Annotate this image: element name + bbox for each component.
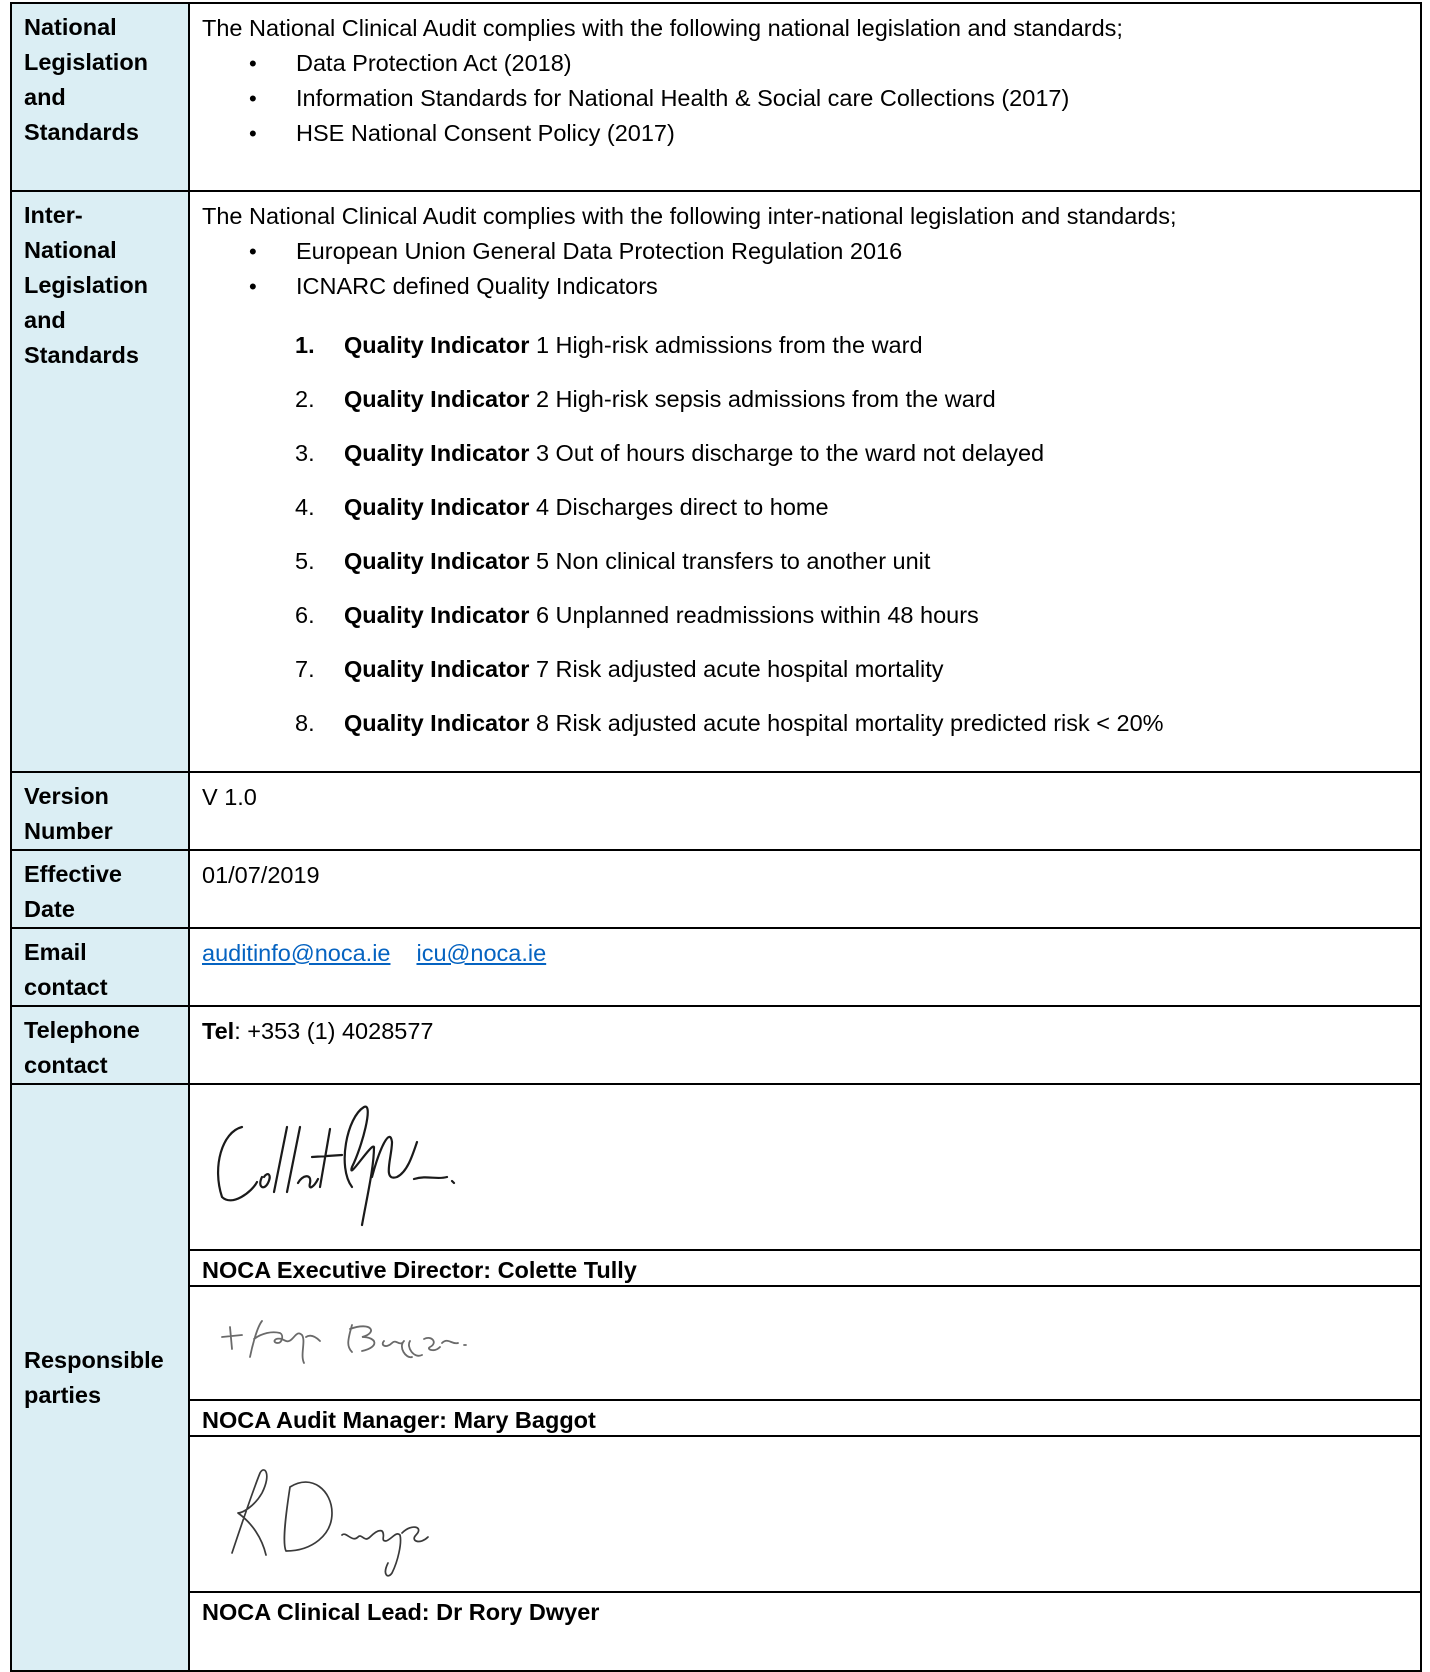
label-national <box>11 3 189 191</box>
label-email-text: Email contact <box>24 939 108 1000</box>
qi-bold: Quality Indicator <box>344 332 530 358</box>
signatory-block <box>190 1287 1420 1437</box>
row-national <box>11 3 1421 191</box>
quality-indicator-item <box>202 436 1420 471</box>
content-telephone <box>189 1006 1421 1084</box>
signature-mary-baggot <box>202 1297 522 1377</box>
qi-number: 5. <box>295 548 315 574</box>
qi-text: 7 Risk adjusted acute hospital mortality <box>529 656 944 682</box>
qi-text: 5 Non clinical transfers to another unit <box>529 548 931 574</box>
signatory-name: NOCA Clinical Lead: Dr Rory Dwyer <box>190 1591 1420 1627</box>
signatory-block <box>190 1437 1420 1627</box>
qi-number: 6. <box>295 602 315 628</box>
label-effective-date-text: Effective Date <box>24 861 122 922</box>
signature-colette-tully <box>202 1087 502 1227</box>
content-international <box>189 191 1421 772</box>
label-version-text: Version Number <box>24 783 113 844</box>
label-email <box>11 928 189 1006</box>
content-email <box>189 928 1421 1006</box>
row-responsible-parties <box>11 1084 1421 1671</box>
effective-date-value: 01/07/2019 <box>202 862 320 888</box>
signature-rory-dwyer <box>202 1443 502 1583</box>
quality-indicator-item <box>202 652 1420 687</box>
row-effective-date <box>11 850 1421 928</box>
content-responsible-parties <box>189 1084 1421 1671</box>
row-version <box>11 772 1421 850</box>
international-list <box>202 234 1420 304</box>
content-effective-date <box>189 850 1421 928</box>
email-link-auditinfo[interactable]: auditinfo@noca.ie <box>202 940 391 966</box>
qi-text: 2 High-risk sepsis admissions from the ward <box>529 386 996 412</box>
signatory-name: NOCA Executive Director: Colette Tully <box>190 1249 1420 1285</box>
email-link-icu[interactable]: icu@noca.ie <box>416 940 547 966</box>
label-telephone-text: Telephone contact <box>24 1017 140 1078</box>
qi-number: 1. <box>295 332 315 358</box>
label-international-text: Inter- National Legislation and Standards <box>24 202 149 368</box>
list-item: • European Union General Data Protection Regulation 2016 <box>202 234 1420 269</box>
qi-number: 2. <box>295 386 315 412</box>
qi-text: 1 High-risk admissions from the ward <box>529 332 923 358</box>
content-version <box>189 772 1421 850</box>
international-intro: The National Clinical Audit complies with the following inter-national legislation and standards; <box>202 203 1177 229</box>
document-table <box>10 2 1422 1672</box>
qi-text: 8 Risk adjusted acute hospital mortality predicted risk < 20% <box>529 710 1164 736</box>
qi-bold: Quality Indicator <box>344 656 530 682</box>
row-international <box>11 191 1421 772</box>
qi-text: 4 Discharges direct to home <box>529 494 829 520</box>
qi-number: 7. <box>295 656 315 682</box>
qi-number: 3. <box>295 440 315 466</box>
national-list <box>202 46 1420 151</box>
qi-bold: Quality Indicator <box>344 548 530 574</box>
qi-bold: Quality Indicator <box>344 386 530 412</box>
label-version <box>11 772 189 850</box>
quality-indicator-item <box>202 382 1420 417</box>
label-telephone <box>11 1006 189 1084</box>
qi-text: 3 Out of hours discharge to the ward not delayed <box>529 440 1045 466</box>
row-email <box>11 928 1421 1006</box>
quality-indicator-item <box>202 706 1420 741</box>
list-item: • ICNARC defined Quality Indicators <box>202 269 1420 304</box>
quality-indicator-item <box>202 544 1420 579</box>
telephone-prefix: Tel <box>202 1018 235 1044</box>
quality-indicator-list <box>202 328 1420 741</box>
version-value: V 1.0 <box>202 784 257 810</box>
label-responsible-parties <box>11 1084 189 1671</box>
qi-bold: Quality Indicator <box>344 440 530 466</box>
quality-indicator-item <box>202 598 1420 633</box>
national-intro: The National Clinical Audit complies with the following national legislation and standards; <box>202 15 1123 41</box>
qi-number: 4. <box>295 494 315 520</box>
list-item: • Information Standards for National Health & Social care Collections (2017) <box>202 81 1420 116</box>
telephone-value: : +353 (1) 4028577 <box>234 1018 434 1044</box>
label-national-text: National Legislation and Standards <box>24 14 149 145</box>
signature-area <box>190 1437 1420 1591</box>
qi-bold: Quality Indicator <box>344 602 530 628</box>
qi-number: 8. <box>295 710 315 736</box>
list-item: • Data Protection Act (2018) <box>202 46 1420 81</box>
signature-area <box>190 1287 1420 1399</box>
qi-text: 6 Unplanned readmissions within 48 hours <box>529 602 979 628</box>
signature-area <box>190 1085 1420 1249</box>
label-international <box>11 191 189 772</box>
quality-indicator-item <box>202 328 1420 363</box>
signatory-block <box>190 1085 1420 1287</box>
quality-indicator-item <box>202 490 1420 525</box>
row-telephone <box>11 1006 1421 1084</box>
qi-bold: Quality Indicator <box>344 494 530 520</box>
signatory-name: NOCA Audit Manager: Mary Baggot <box>190 1399 1420 1435</box>
label-effective-date <box>11 850 189 928</box>
qi-bold: Quality Indicator <box>344 710 530 736</box>
label-responsible-parties-text: Responsible parties <box>24 1346 164 1408</box>
content-national <box>189 3 1421 191</box>
list-item: • HSE National Consent Policy (2017) <box>202 116 1420 151</box>
